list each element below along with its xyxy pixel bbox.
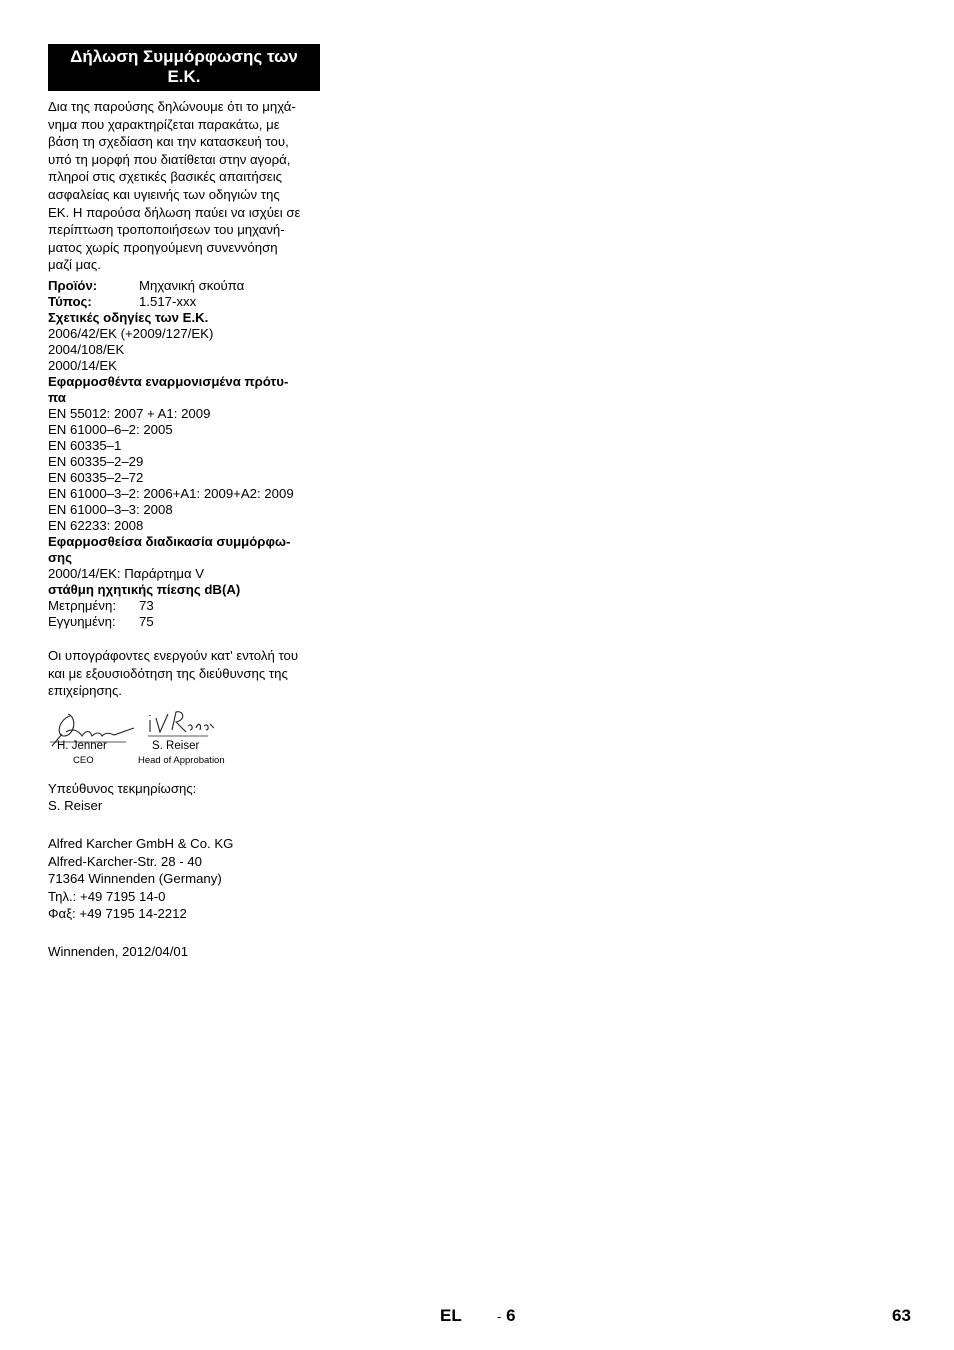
sound-guaranteed-value: 75 — [139, 613, 154, 629]
intro-paragraph — [48, 98, 320, 274]
signature-name: S. Reiser — [152, 739, 200, 752]
sound-guaranteed-label: Εγγυημένη: — [48, 613, 116, 629]
procedure-heading-cont: σης — [48, 549, 72, 565]
procedure-value: 2000/14/ΕΚ: Παράρτημα V — [48, 565, 205, 581]
standards-heading-cont: πα — [48, 389, 66, 405]
intro-line: υπό τη μορφή που διατίθεται στην αγορά, — [48, 151, 291, 167]
place-date: Winnenden, 2012/04/01 — [48, 943, 189, 959]
address-line: 71364 Winnenden (Germany) — [48, 871, 222, 887]
intro-line: ματος χωρίς προηγούμενη συνεννόηση — [48, 239, 278, 255]
address-line: Φαξ: +49 7195 14-2212 — [48, 906, 187, 922]
standard-item: EN 61000–3–2: 2006+A1: 2009+A2: 2009 — [48, 485, 294, 501]
type-row — [48, 294, 320, 310]
signature-reiser — [138, 706, 225, 766]
sound-measured-value: 73 — [139, 597, 154, 613]
documentation-name: S. Reiser — [48, 798, 103, 814]
footer-page-number: 63 — [892, 1306, 911, 1325]
declaration-column — [48, 44, 320, 960]
sound-measured-label: Μετρημένη: — [48, 597, 116, 613]
sound-heading: στάθμη ηχητικής πίεσης dB(A) — [48, 581, 241, 597]
standard-item: EN 62233: 2008 — [48, 517, 144, 533]
spacer — [48, 926, 320, 943]
signature-role: Head of Approbation — [138, 754, 225, 766]
signature-jenner — [48, 706, 138, 766]
footer-section-number: 6 — [506, 1306, 516, 1325]
standards-heading: Εφαρμοσθέντα εναρμονισμένα πρότυ- — [48, 373, 289, 389]
product-value: Μηχανική σκούπα — [139, 277, 245, 293]
standard-item: EN 60335–2–72 — [48, 469, 144, 485]
spacer — [48, 630, 320, 647]
type-label: Τύπος: — [48, 293, 92, 309]
address-line: Alfred Karcher GmbH & Co. KG — [48, 835, 234, 851]
footer-section — [497, 1306, 516, 1326]
intro-line: ΕΚ. Η παρούσα δήλωση παύει να ισχύει σε — [48, 204, 301, 220]
footer-dash: - — [497, 1309, 502, 1324]
authority-paragraph — [48, 647, 320, 700]
sound-measured-row — [48, 598, 320, 614]
standard-item: EN 61000–3–3: 2008 — [48, 501, 173, 517]
spacer — [48, 818, 320, 835]
directives-heading: Σχετικές οδηγίες των Ε.Κ. — [48, 309, 209, 325]
directive-item: 2000/14/ΕΚ — [48, 357, 117, 373]
standard-item: EN 55012: 2007 + A1: 2009 — [48, 405, 211, 421]
intro-line: Δια της παρούσης δηλώνουμε ότι το μηχά- — [48, 99, 296, 114]
address-block — [48, 835, 320, 923]
standard-item: EN 61000–6–2: 2005 — [48, 421, 173, 437]
standard-item: EN 60335–2–29 — [48, 453, 144, 469]
intro-line: βάση τη σχεδίαση και την κατασκευή του, — [48, 134, 289, 150]
product-label: Προϊόν: — [48, 277, 98, 293]
directive-item: 2004/108/ΕΚ — [48, 341, 125, 357]
authority-line: επιχείρησης. — [48, 683, 122, 699]
intro-line: πληροί στις σχετικές βασικές απαιτήσεις — [48, 169, 283, 185]
signature-role: CEO — [73, 754, 94, 766]
product-row — [48, 278, 320, 294]
authority-line: και με εξουσιοδότηση της διεύθυνσης της — [48, 665, 288, 681]
footer-language: EL — [440, 1306, 462, 1325]
intro-line: μαζί μας. — [48, 257, 101, 273]
standard-item: EN 60335–1 — [48, 437, 122, 453]
address-line: Τηλ.: +49 7195 14-0 — [48, 888, 166, 904]
type-value: 1.517-xxx — [139, 293, 197, 309]
documentation-label: Υπεύθυνος τεκμηρίωσης: — [48, 780, 197, 796]
specification-block — [48, 278, 320, 630]
authority-line: Οι υπογράφοντες ενεργούν κατ' εντολή του — [48, 647, 299, 663]
intro-line: περίπτωση τροποποιήσεων του μηχανή- — [48, 222, 285, 238]
directive-item: 2006/42/ΕΚ (+2009/127/ΕΚ) — [48, 325, 214, 341]
documentation-block — [48, 780, 320, 815]
page-title: Δήλωση Συμμόρφωσης των Ε.Κ. — [48, 44, 320, 91]
signatures-block — [48, 706, 320, 770]
address-line: Alfred-Karcher-Str. 28 - 40 — [48, 853, 202, 869]
sound-guaranteed-row — [48, 614, 320, 630]
intro-line: νημα που χαρακτηρίζεται παρακάτω, με — [48, 116, 280, 132]
signature-name: H. Jenner — [57, 739, 107, 752]
procedure-heading: Εφαρμοσθείσα διαδικασία συμμόρφω- — [48, 533, 291, 549]
intro-line: ασφαλείας και υγιεινής των οδηγιών της — [48, 186, 280, 202]
signature-reiser-graphic — [146, 706, 216, 744]
